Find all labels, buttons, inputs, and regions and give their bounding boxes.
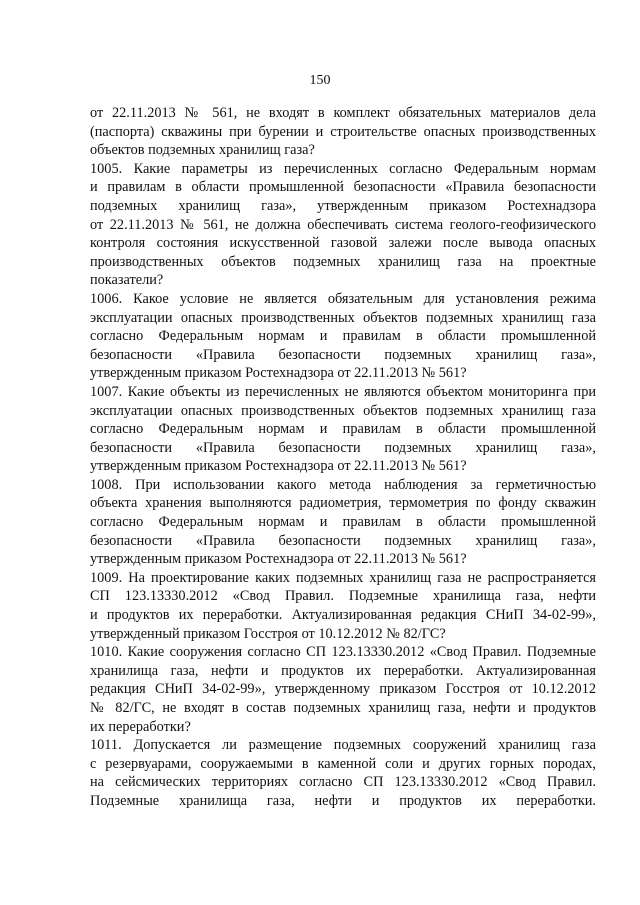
text-line: объекта хранения выполняются радиометрия, термометрия по фонду скважин: [90, 495, 596, 512]
text-line: Подземные хранилища газа, нефти и продуктов их переработки.: [90, 792, 596, 809]
text-line: хранилища газа, нефти и продуктов их переработки. Актуализированная: [90, 662, 596, 679]
text-line: эксплуатации опасных производственных объектов подземных хранилищ газа: [90, 309, 596, 326]
text-line: утвержденным приказом Ростехнадзора от 22.11.2013 № 561?: [90, 458, 467, 475]
text-line: безопасности «Правила безопасности подземных хранилищ газа»,: [90, 439, 596, 456]
text-line: их переработки?: [90, 718, 191, 735]
text-line: согласно Федеральным нормам и правилам в области промышленной: [90, 514, 596, 531]
body-text: [90, 104, 596, 811]
text-line: безопасности «Правила безопасности подземных хранилищ газа»,: [90, 532, 596, 549]
text-line: от 22.11.2013 № 561, не входят в комплект обязательных материалов дела: [90, 105, 596, 121]
text-line: согласно Федеральным нормам и правилам в области промышленной: [90, 328, 596, 345]
text-line: показатели?: [90, 272, 164, 289]
text-line: утвержденным приказом Ростехнадзора от 22.11.2013 № 561?: [90, 365, 467, 382]
text-line: 1007. Какие объекты из перечисленных не являются объектом мониторинга при: [90, 383, 596, 400]
text-line: утвержденный приказом Госстроя от 10.12.2012 № 82/ГС?: [90, 625, 446, 642]
text-line: на сейсмических территориях согласно СП 123.13330.2012 «Свод Правил.: [90, 774, 596, 791]
text-line: 1011. Допускается ли размещение подземных сооружений хранилищ газа: [90, 737, 596, 754]
text-line: и продуктов их переработки. Актуализированная редакция СНиП 34-02-99»,: [90, 607, 596, 624]
text-line: редакция СНиП 34-02-99», утвержденному приказом Госстроя от 10.12.2012: [90, 681, 596, 698]
text-line: (паспорта) скважины при бурении и строительстве опасных производственных: [90, 123, 596, 140]
text-line: согласно Федеральным нормам и правилам в области промышленной: [90, 421, 596, 438]
text-line: подземных хранилищ газа», утвержденным приказом Ростехнадзора: [90, 197, 596, 214]
text-line: с резервуарами, сооружаемыми в каменной соли и других горных породах,: [90, 755, 596, 772]
text-line: и правилам в области промышленной безопасности «Правила безопасности: [90, 179, 596, 196]
text-line: 1010. Какие сооружения согласно СП 123.13330.2012 «Свод Правил. Подземные: [90, 644, 596, 661]
text-line: СП 123.13330.2012 «Свод Правил. Подземные хранилища газа, нефти: [90, 588, 596, 605]
text-line: безопасности «Правила безопасности подземных хранилищ газа»,: [90, 346, 596, 363]
text-line: 1009. На проектирование каких подземных хранилищ газа не распространяется: [90, 569, 596, 586]
text-line: № 82/ГС, не входят в состав подземных хранилищ газа, нефти и продуктов: [90, 700, 596, 716]
text-line: 1006. Какое условие не является обязательным для установления режима: [90, 290, 596, 307]
text-line: объектов подземных хранилищ газа?: [90, 142, 315, 159]
text-line: контроля состояния искусственной газовой залежи после вывода опасных: [90, 235, 596, 252]
text-line: от 22.11.2013 № 561, не должна обеспечивать система геолого-геофизического: [90, 216, 596, 233]
text-line: утвержденным приказом Ростехнадзора от 22.11.2013 № 561?: [90, 551, 467, 568]
page-number: 150: [309, 73, 331, 88]
text-line: 1005. Какие параметры из перечисленных согласно Федеральным нормам: [90, 160, 596, 177]
text-line: эксплуатации опасных производственных объектов подземных хранилищ газа: [90, 402, 596, 419]
text-line: производственных объектов подземных хранилищ газа на проектные: [90, 253, 596, 270]
text-line: 1008. При использовании какого метода наблюдения за герметичностью: [90, 476, 596, 493]
